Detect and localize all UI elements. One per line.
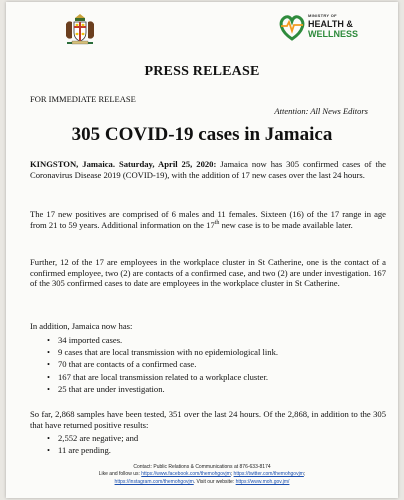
paragraph-5: So far, 2,868 samples have been tested, 351 over the last 24 hours. Of the 2,868, in addition to the 305 that have returned positive results:: [30, 409, 386, 430]
footer-contact: [6, 464, 398, 486]
case-breakdown-list: [46, 334, 278, 395]
moh-logo-line1: MINISTRY OF: [308, 13, 337, 18]
website-link[interactable]: https://www.moh.gov.jm/: [235, 478, 290, 485]
list-item: • 2,552 are negative; and: [58, 432, 138, 444]
list-item: • 34 imported cases.: [58, 334, 278, 346]
list-item: • 9 cases that are local transmission with no epidemiological link.: [58, 346, 278, 358]
facebook-link[interactable]: https://www.facebook.com/themohgovjm: [141, 471, 231, 478]
moh-logo-line3: WELLNESS: [308, 29, 359, 39]
footer-social-line: [6, 471, 398, 478]
list-item: • 11 are pending.: [58, 444, 138, 456]
paragraph-4-intro: In addition, Jamaica now has:: [30, 321, 133, 331]
moh-logo-line2: HEALTH &: [308, 19, 353, 29]
list-item: • 25 that are under investigation.: [58, 383, 278, 395]
list-item: • 70 that are contacts of a confirmed case.: [58, 358, 278, 370]
headline: 305 COVID-19 cases in Jamaica: [71, 124, 333, 145]
dateline: KINGSTON, Jamaica. Saturday, April 25, 2020:: [30, 159, 217, 169]
footer-web-line: [6, 479, 398, 486]
attention-line: Attention: All News Editors: [274, 106, 368, 116]
paragraph-2-text-a: The 17 new positives are comprised of 6 males and 11 females. Sixteen (16) of the 17 range in age from 21 to 59 years. Additional information on the 17: [30, 209, 386, 230]
footer-visit-label: . Visit our website:: [193, 478, 236, 485]
footer-contact-line: Contact: Public Relations & Communications at 876-633-8174: [133, 464, 271, 470]
footer-separator-end: ;: [303, 471, 306, 478]
paragraph-3: Further, 12 of the 17 are employees in the workplace cluster in St Catherine, one is the contact of a confirmed employee, two (2) are contacts of a confirmed case, and two (2) are under investigation. 167 of the 305 confirmed cases to date are employees in the workplace cluster in St Catherine.: [30, 257, 386, 289]
jamaica-coat-of-arms-icon: [62, 12, 98, 46]
footer-separator: ;: [230, 471, 234, 478]
instagram-link[interactable]: https://instagram.com/themohgovjm: [114, 478, 194, 485]
ministry-of-health-logo: [278, 10, 378, 50]
paragraph-1-text: Jamaica now has 305 confirmed cases of the Coronavirus Disease 2019 (COVID-19), with the addition of 17 new cases over the last 24 hours.: [30, 159, 386, 180]
twitter-link[interactable]: https://twitter.com/themohgovjm: [233, 471, 304, 478]
press-release-page: [6, 2, 398, 498]
paragraph-1: [30, 159, 386, 180]
superscript-th: th: [214, 219, 220, 226]
test-results-list: [46, 432, 138, 456]
footer-follow-label: Like and follow us:: [98, 471, 142, 478]
paragraph-2: [30, 209, 386, 230]
press-release-title: PRESS RELEASE: [144, 64, 260, 79]
paragraph-2-text-b: new case is to be made available later.: [219, 219, 353, 230]
heart-ribbon-icon: [278, 12, 306, 42]
list-item: • 167 that are local transmission related to a workplace cluster.: [58, 371, 278, 383]
for-immediate-release: FOR IMMEDIATE RELEASE: [30, 94, 136, 104]
